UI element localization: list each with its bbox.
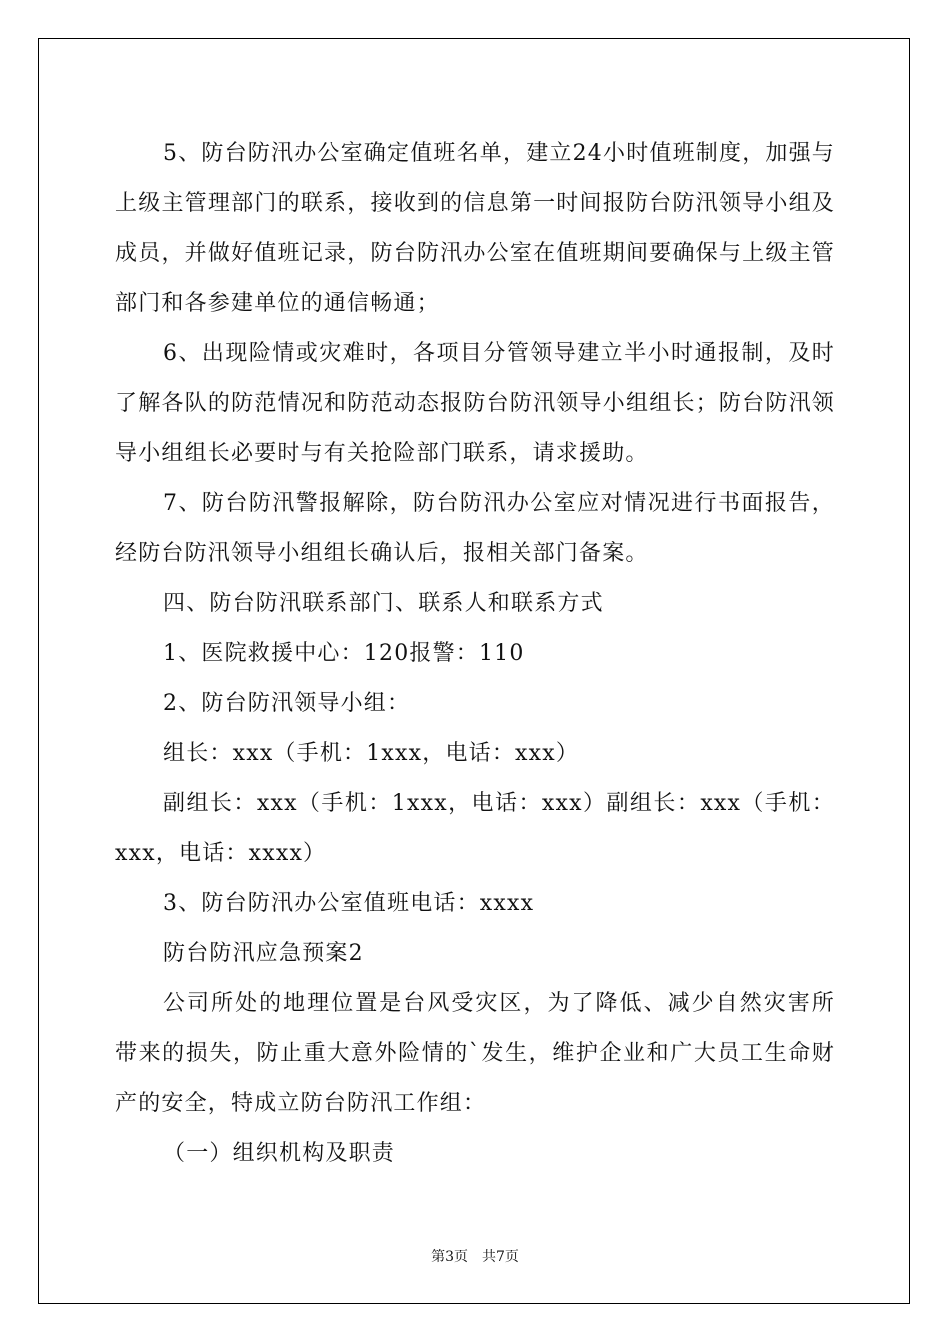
contact-deputy-leaders: 副组长：xxx（手机：1xxx，电话：xxx）副组长：xxx（手机：xxx，电话：xxxx）	[115, 791, 835, 866]
paragraph-5: 5、防台防汛办公室确定值班名单，建立24小时值班制度，加强与上级主管理部门的联系，接收到的信息第一时间报防台防汛领导小组及成员，并做好值班记录，防台防汛办公室在值班期间要确保与上级主管部门和各参建单位的通信畅通；	[115, 141, 835, 316]
plan-title-2: 防台防汛应急预案2	[163, 941, 364, 966]
document-body	[115, 129, 835, 1179]
section-heading-contacts: 四、防台防汛联系部门、联系人和联系方式	[163, 591, 604, 616]
contact-group-leader: 组长：xxx（手机：1xxx，电话：xxx）	[163, 741, 580, 766]
contact-hospital: 1、医院救援中心：120报警：110	[163, 641, 525, 666]
contact-leadership-group: 2、防台防汛领导小组：	[163, 691, 411, 716]
paragraph-7: 7、防台防汛警报解除，防台防汛办公室应对情况进行书面报告，经防台防汛领导小组组长确认后，报相关部门备案。	[115, 491, 835, 566]
page-number-footer: 第3页 共7页	[431, 1249, 519, 1265]
subsection-heading-organization: （一）组织机构及职责	[163, 1141, 396, 1166]
plan-intro: 公司所处的地理位置是台风受灾区，为了降低、减少自然灾害所带来的损失，防止重大意外险情的`发生，维护企业和广大员工生命财产的安全，特成立防台防汛工作组：	[115, 991, 835, 1116]
contact-office-phone: 3、防台防汛办公室值班电话：xxxx	[163, 891, 535, 916]
paragraph-6: 6、出现险情或灾难时，各项目分管领导建立半小时通报制，及时了解各队的防范情况和防范动态报防台防汛领导小组组长；防台防汛领导小组组长必要时与有关抢险部门联系，请求援助。	[115, 341, 835, 466]
